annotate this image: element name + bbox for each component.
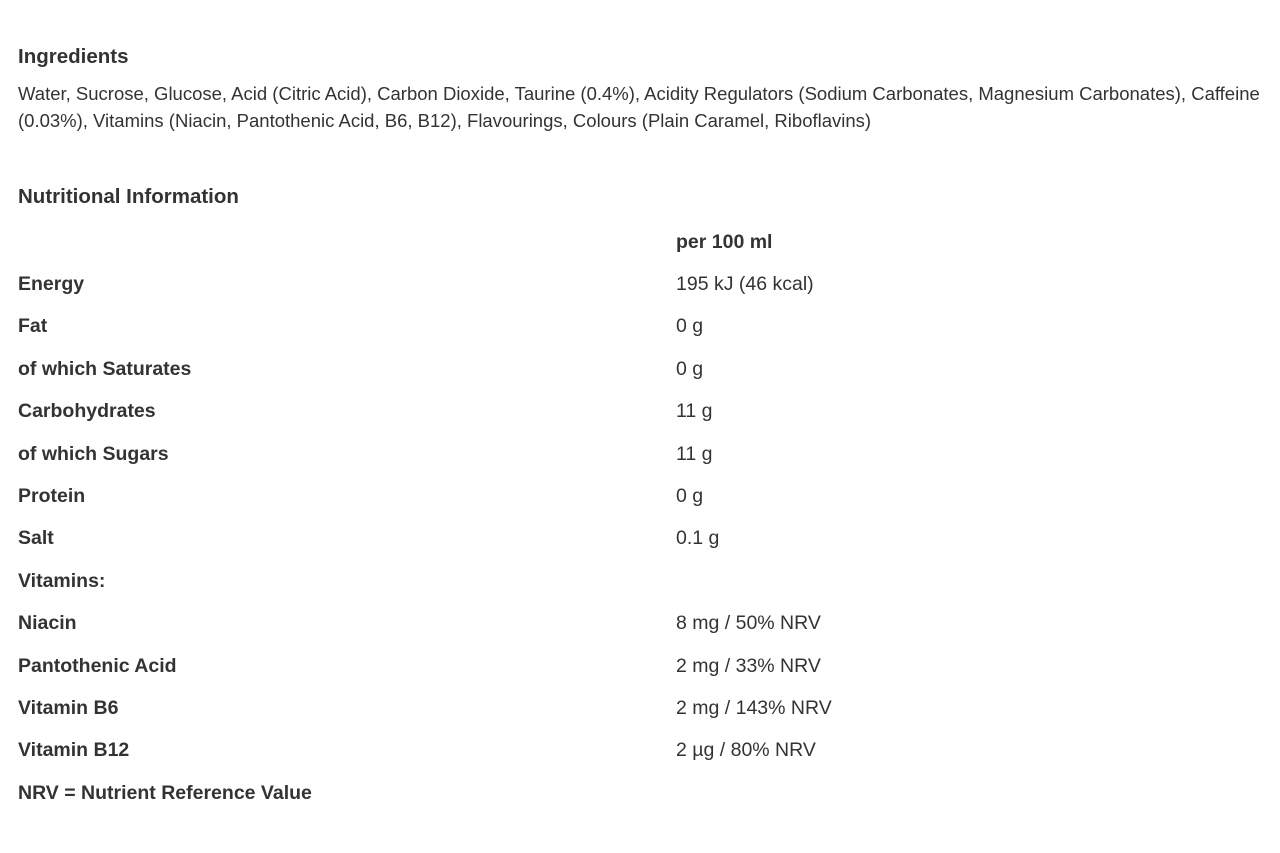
nutrient-value: 0 g: [676, 315, 704, 338]
nutrient-label: of which Saturates: [18, 357, 192, 380]
nutrient-value: 8 mg / 50% NRV: [676, 612, 821, 635]
ingredients-text: Water, Sucrose, Glucose, Acid (Citric Acid), Carbon Dioxide, Taurine (0.4%), Acidity Regulators (Sodium Carbonates, Magnesium Carbonates), Caffeine (0.03%), Vitamins (Niacin, Pantothenic Acid, B6, B12), Flavourings, Colours (Plain Caramel, Riboflavins): [18, 83, 1260, 131]
nutritional-information-heading: Nutritional Information: [18, 185, 239, 208]
table-row: [18, 348, 1274, 390]
per-100ml-column-header: per 100 ml: [676, 230, 773, 253]
nutrient-label: Vitamin B12: [18, 739, 130, 762]
table-row: [18, 263, 1274, 305]
vitamins-subheading: Vitamins:: [18, 569, 106, 592]
nutrient-label: Protein: [18, 485, 86, 508]
nutrient-value: [676, 560, 1274, 602]
table-row: [18, 475, 1274, 517]
nutrient-value: 11 g: [676, 442, 713, 465]
nutrient-value: 0 g: [676, 357, 704, 380]
table-row: [18, 687, 1274, 729]
table-row: [18, 645, 1274, 687]
nutrient-column-header: [18, 221, 676, 263]
nutrient-label: Salt: [18, 527, 54, 550]
table-row: [18, 518, 1274, 560]
nrv-footnote: NRV = Nutrient Reference Value: [18, 781, 312, 804]
nutrient-label: Pantothenic Acid: [18, 654, 177, 677]
table-row: [18, 306, 1274, 348]
nutrient-label: Energy: [18, 273, 85, 296]
nutrient-label: Fat: [18, 315, 48, 338]
nutrient-label: of which Sugars: [18, 442, 169, 465]
ingredients-heading: Ingredients: [18, 45, 129, 68]
nutrient-label: Carbohydrates: [18, 400, 156, 423]
nutrient-value: 2 mg / 33% NRV: [676, 654, 821, 677]
table-row: [18, 603, 1274, 645]
nutrient-label: Vitamin B6: [18, 696, 119, 719]
nutrition-table: [18, 221, 1274, 814]
nutrient-value: 0 g: [676, 485, 704, 508]
nutrient-value: 2 µg / 80% NRV: [676, 739, 816, 762]
table-row: [18, 433, 1274, 475]
nutrition-table-header-row: [18, 221, 1274, 263]
table-row: [18, 730, 1274, 772]
nutrient-value: 2 mg / 143% NRV: [676, 696, 832, 719]
nutrient-value: 11 g: [676, 400, 713, 423]
table-row: [18, 391, 1274, 433]
nutrient-label: Niacin: [18, 612, 77, 635]
nutrient-value: 195 kJ (46 kcal): [676, 273, 814, 296]
nrv-footnote-row: [18, 772, 1274, 814]
table-row: [18, 560, 1274, 602]
nutrient-value: 0.1 g: [676, 527, 720, 550]
